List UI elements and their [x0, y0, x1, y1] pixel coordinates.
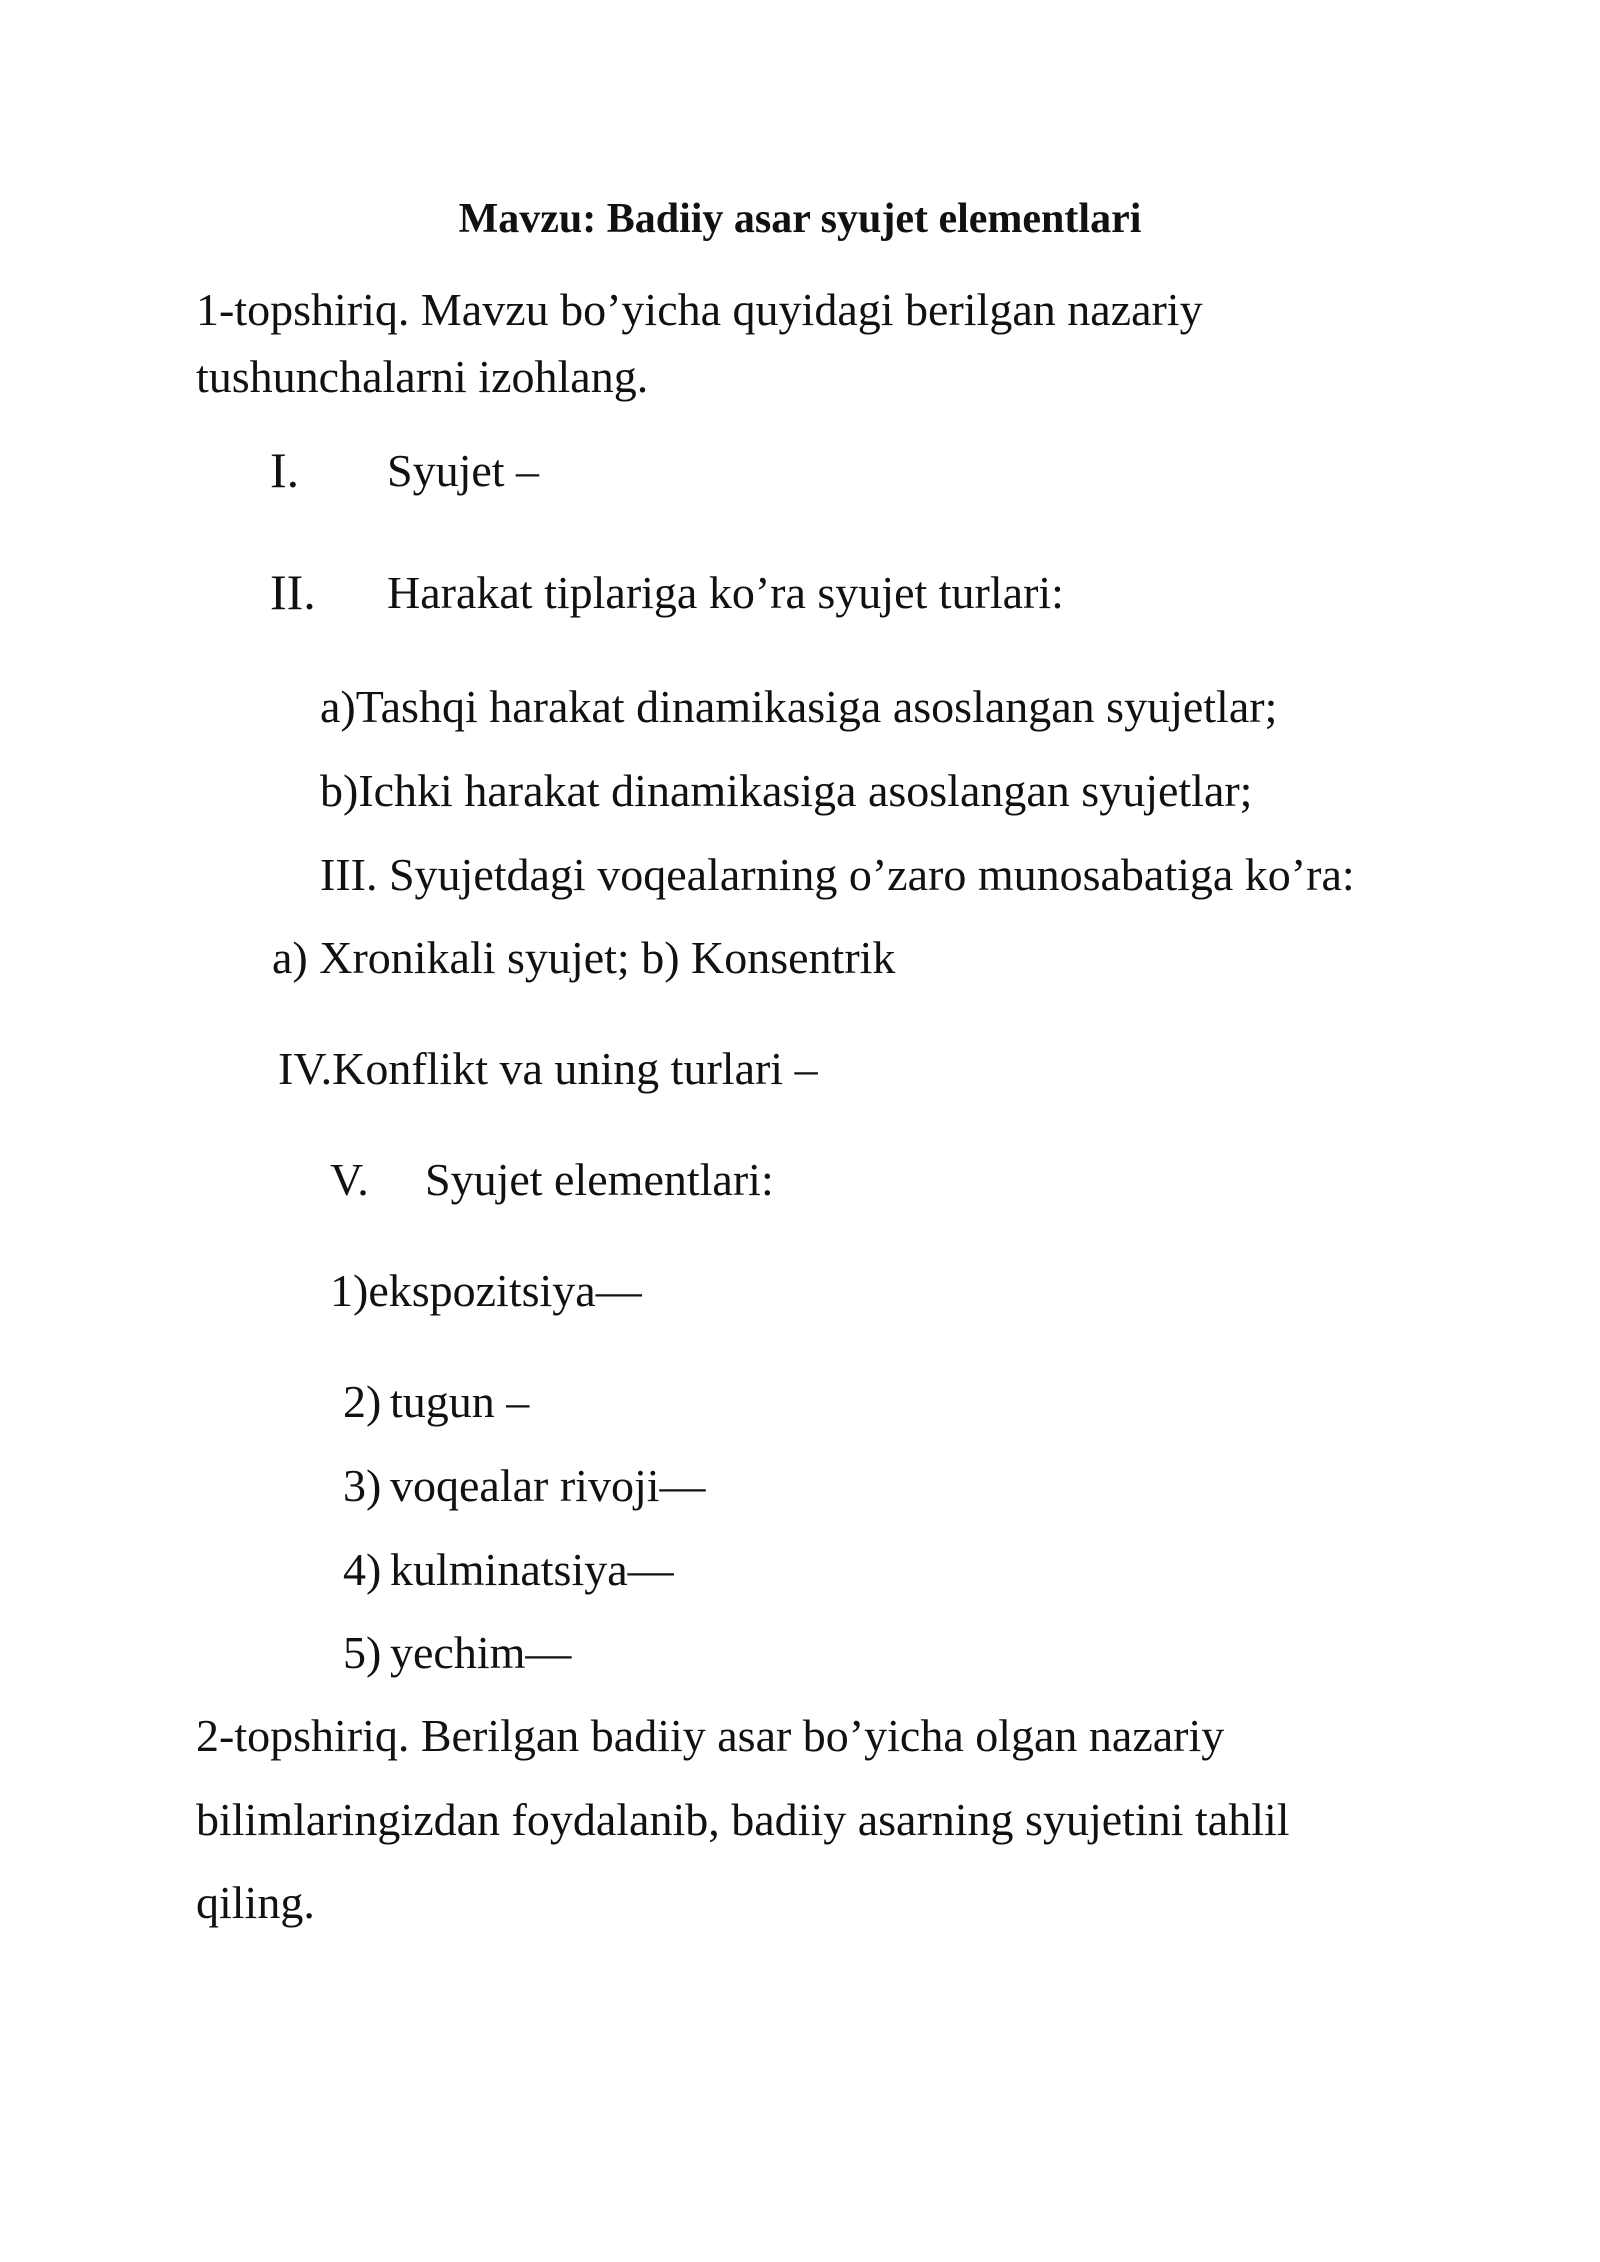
element-3-number: 3) [343, 1460, 382, 1511]
item-i-text: Syujet – [387, 445, 540, 496]
item-iv: IV.Konflikt va uning turlari – [278, 1043, 818, 1094]
element-4-number: 4) [343, 1544, 382, 1595]
task1-line2: tushunchalarni izohlang. [196, 351, 649, 402]
element-4-text: kulminatsiya— [390, 1544, 674, 1595]
task1-line1: 1-topshiriq. Mavzu bo’yicha quyidagi berilgan nazariy [196, 284, 1203, 335]
element-1: 1)ekspozitsiya— [330, 1265, 642, 1316]
item-ii-number: II. [270, 564, 316, 620]
element-3-text: voqealar rivoji— [390, 1460, 706, 1511]
item-ii-text: Harakat tiplariga ko’ra syujet turlari: [387, 567, 1064, 618]
element-5-text: yechim— [390, 1627, 572, 1678]
element-2-number: 2) [343, 1376, 382, 1427]
task2-line3: qiling. [196, 1877, 315, 1928]
item-iii: III. Syujetdagi voqealarning o’zaro munosabatiga ko’ra: [320, 849, 1355, 900]
item-ii-b: b)Ichki harakat dinamikasiga asoslangan syujetlar; [320, 765, 1253, 816]
item-iii-ab: a) Xronikali syujet; b) Konsentrik [272, 932, 896, 983]
task2-line1: 2-topshiriq. Berilgan badiiy asar bo’yicha olgan nazariy [196, 1710, 1225, 1761]
document-title: Mavzu: Badiiy asar syujet elementlari [458, 196, 1142, 242]
item-i-number: I. [270, 442, 300, 498]
item-v-text: Syujet elementlari: [425, 1154, 774, 1205]
element-5-number: 5) [343, 1627, 382, 1678]
item-v-number: V. [330, 1154, 369, 1205]
item-ii-a: a)Tashqi harakat dinamikasiga asoslangan syujetlar; [320, 681, 1278, 732]
element-2-text: tugun – [390, 1376, 530, 1427]
task2-line2: bilimlaringizdan foydalanib, badiiy asarning syujetini tahlil [196, 1794, 1290, 1845]
